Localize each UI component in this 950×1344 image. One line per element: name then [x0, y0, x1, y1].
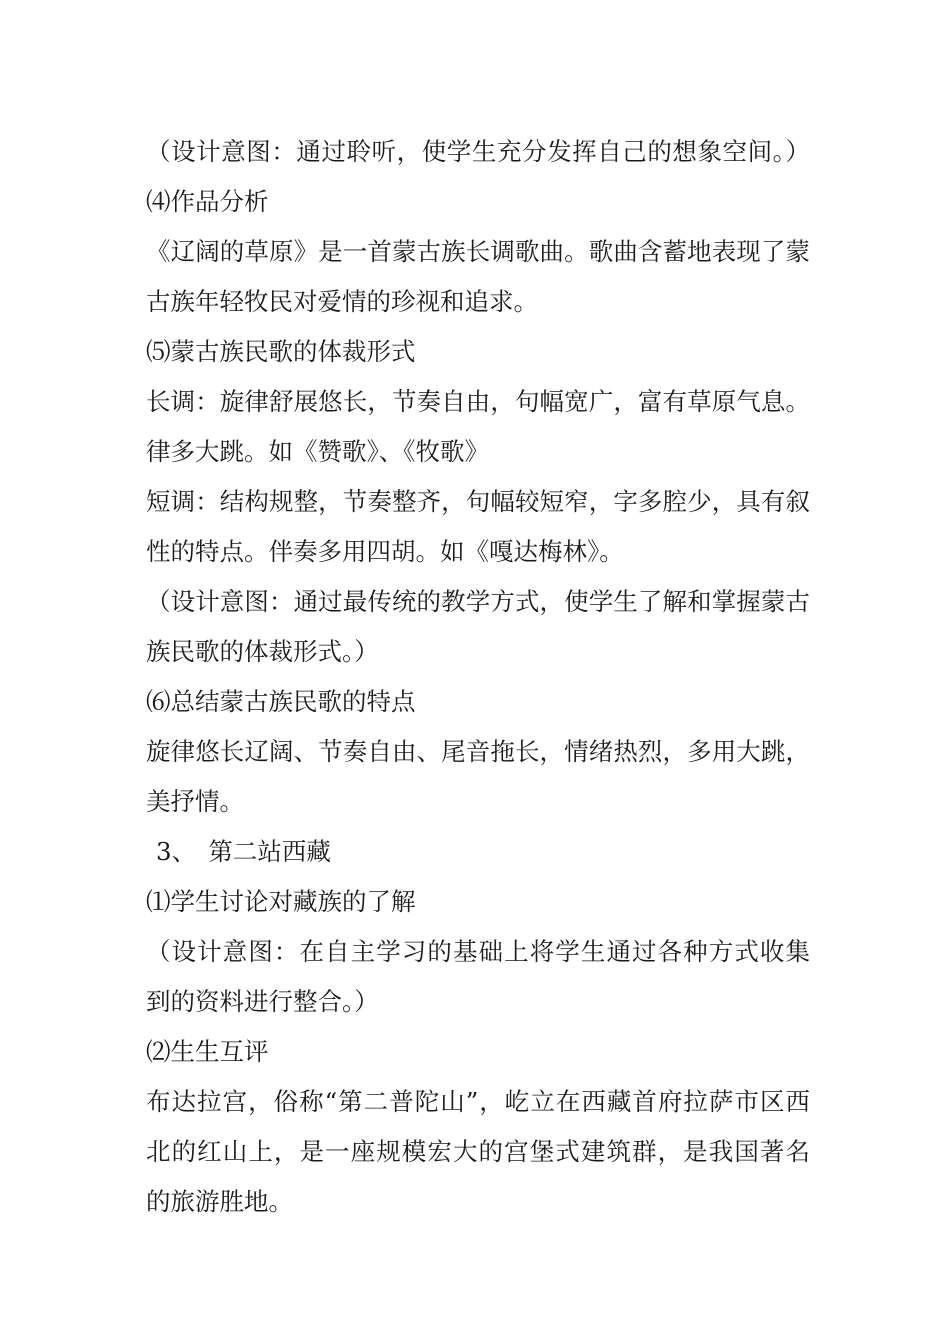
design-intent-note-1: （设计意图：通过聆听，使学生充分发挥自己的想象空间。）	[146, 137, 810, 166]
paragraph-line: 旋律悠长辽阔、节奏自由、尾音拖长，情绪热烈，多用大跳，	[146, 737, 810, 766]
paragraph-line: 古族年轻牧民对爱情的珍视和追求。	[146, 287, 538, 316]
paragraph-line: 北的红山上，是一座规模宏大的宫堡式建筑群，是我国著名	[146, 1137, 810, 1166]
paragraph-line: 布达拉宫，俗称“第二普陀山”，屹立在西藏首府拉萨市区西	[146, 1087, 810, 1116]
section-heading-summary: ⑹总结蒙古族民歌的特点	[146, 687, 416, 716]
paragraph-line: 长调：旋律舒展悠长，节奏自由，句幅宽广，富有草原气息。	[146, 387, 810, 416]
paragraph-line: 短调：结构规整，节奏整齐，句幅较短窄，字多腔少，具有叙	[146, 487, 810, 516]
paragraph-line: 律多大跳。如《赞歌》、《牧歌》	[146, 437, 489, 466]
paragraph-line: 到的资料进行整合。）	[146, 987, 379, 1016]
paragraph-line: 的旅游胜地。	[146, 1187, 293, 1216]
section-heading-tibet: 3、 第二站西藏	[156, 837, 331, 866]
document-body	[146, 127, 810, 1227]
section-heading-peer-review: ⑵生生互评	[146, 1037, 269, 1066]
section-heading-work-analysis: ⑷作品分析	[146, 187, 269, 216]
design-intent-note-2: （设计意图：通过最传统的教学方式，使学生了解和掌握蒙古	[146, 587, 810, 616]
section-heading-genre-forms: ⑸蒙古族民歌的体裁形式	[146, 337, 416, 366]
section-heading-discussion: ⑴学生讨论对藏族的了解	[146, 887, 416, 916]
paragraph-line: 性的特点。伴奏多用四胡。如《嘎达梅林》。	[146, 537, 624, 566]
paragraph-line: 美抒情。	[146, 787, 244, 816]
paragraph-line: 《辽阔的草原》是一首蒙古族长调歌曲。歌曲含蓄地表现了蒙	[146, 237, 810, 266]
paragraph-line: 族民歌的体裁形式。）	[146, 637, 379, 666]
design-intent-note-3: （设计意图：在自主学习的基础上将学生通过各种方式收集	[146, 937, 810, 966]
